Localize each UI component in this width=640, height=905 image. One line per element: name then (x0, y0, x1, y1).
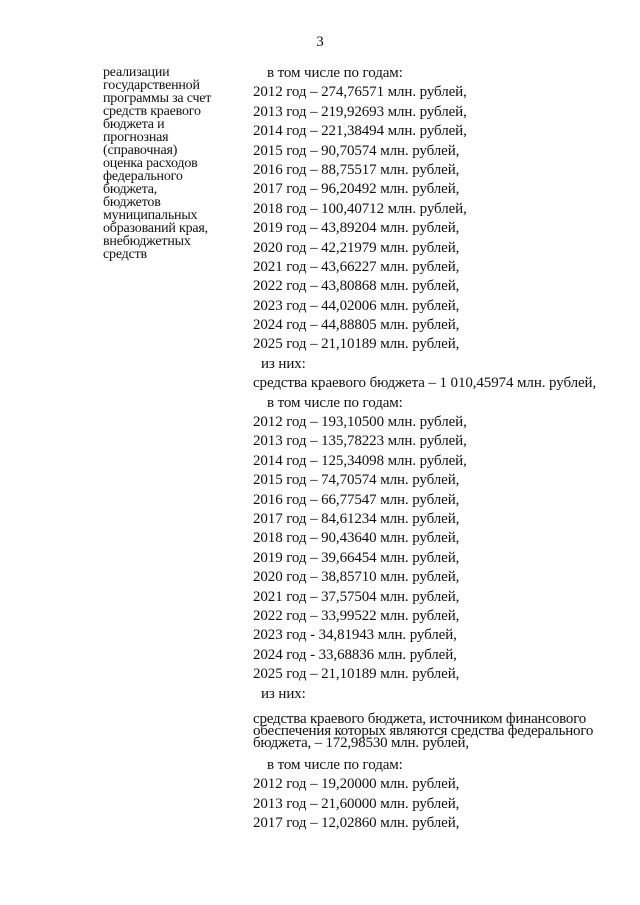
page-number: 3 (316, 34, 324, 50)
paragraph-line: средства краевого бюджета, источником финансового (253, 710, 587, 727)
iz-nih-label: из них: (261, 685, 306, 702)
block2-year-line: 2020 год – 38,85710 млн. рублей, (253, 569, 460, 586)
block2-year-line: 2015 год – 74,70574 млн. рублей, (253, 472, 460, 489)
block2-year-line: 2021 год – 37,57504 млн. рублей, (253, 588, 460, 605)
block1-year-line: 2019 год – 43,89204 млн. рублей, (253, 220, 460, 237)
block1-year-line: 2013 год – 219,92693 млн. рублей, (253, 103, 467, 120)
left-line: федерального (103, 169, 183, 184)
left-line: внебюджетных (103, 234, 191, 249)
left-line: реализации (103, 65, 170, 80)
left-line: бюджета и (103, 117, 165, 132)
block3-year-line: 2012 год – 19,20000 млн. рублей, (253, 776, 460, 793)
block1-year-line: 2025 год – 21,10189 млн. рублей, (253, 336, 460, 353)
block1-year-line: 2015 год – 90,70574 млн. рублей, (253, 142, 460, 159)
block2-year-line: 2013 год – 135,78223 млн. рублей, (253, 433, 467, 450)
block2-year-line: 2025 год – 21,10189 млн. рублей, (253, 666, 460, 683)
block2-heading: в том числе по годам: (267, 394, 403, 411)
block2-year-line: 2017 год – 84,61234 млн. рублей, (253, 510, 460, 527)
left-line: программы за счет (103, 91, 212, 106)
iz-nih-label: из них: (261, 355, 306, 372)
paragraph-line: бюджета, – 172,98530 млн. рублей, (253, 734, 469, 751)
block1-year-line: 2020 год – 42,21979 млн. рублей, (253, 239, 460, 256)
left-line: (справочная) (103, 143, 178, 158)
block1-year-line: 2023 год – 44,02006 млн. рублей, (253, 297, 460, 314)
left-line: муниципальных (103, 208, 198, 223)
block1-year-line: 2012 год – 274,76571 млн. рублей, (253, 84, 467, 101)
left-line: образований края, (103, 221, 208, 236)
block3-year-line: 2013 год – 21,60000 млн. рублей, (253, 795, 460, 812)
left-line: бюджета, (103, 182, 158, 197)
block1-year-line: 2014 год – 221,38494 млн. рублей, (253, 123, 467, 140)
block2-year-line: 2014 год – 125,34098 млн. рублей, (253, 452, 467, 469)
funding-breakdown (253, 64, 633, 833)
block2-year-line: 2019 год – 39,66454 млн. рублей, (253, 549, 460, 566)
block1-year-line: 2024 год – 44,88805 млн. рублей, (253, 317, 460, 334)
block2-year-line: 2024 год - 33,68836 млн. рублей, (253, 646, 457, 663)
paragraph-line: обеспечения которых являются средства федерального (253, 722, 594, 739)
block1-year-line: 2017 год – 96,20492 млн. рублей, (253, 181, 460, 198)
block2-year-line: 2012 год – 193,10500 млн. рублей, (253, 414, 467, 431)
left-line: оценка расходов (103, 156, 198, 171)
block3-year-line: 2017 год – 12,02860 млн. рублей, (253, 815, 460, 832)
block2-year-line: 2016 год – 66,77547 млн. рублей, (253, 491, 460, 508)
block2-year-line: 2022 год – 33,99522 млн. рублей, (253, 607, 460, 624)
left-line: государственной (103, 78, 200, 93)
block1-year-line: 2022 год – 43,80868 млн. рублей, (253, 278, 460, 295)
left-column-label (103, 66, 253, 261)
block2-year-line: 2018 год – 90,43640 млн. рублей, (253, 530, 460, 547)
left-line: бюджетов (103, 195, 161, 210)
block1-heading: в том числе по годам: (267, 65, 403, 81)
block1-year-line: 2018 год – 100,40712 млн. рублей, (253, 200, 467, 217)
left-line: средств краевого (103, 104, 201, 119)
block1-year-line: 2021 год – 43,66227 млн. рублей, (253, 258, 460, 275)
left-line: средств (103, 247, 147, 262)
federal-source-paragraph (253, 710, 633, 751)
regional-budget-total: средства краевого бюджета – 1 010,45974 млн. рублей, (253, 375, 597, 392)
block2-year-line: 2023 год - 34,81943 млн. рублей, (253, 627, 457, 644)
left-line: прогнозная (103, 130, 169, 145)
block3-heading: в том числе по годам: (267, 756, 403, 773)
block1-year-line: 2016 год – 88,75517 млн. рублей, (253, 161, 460, 178)
